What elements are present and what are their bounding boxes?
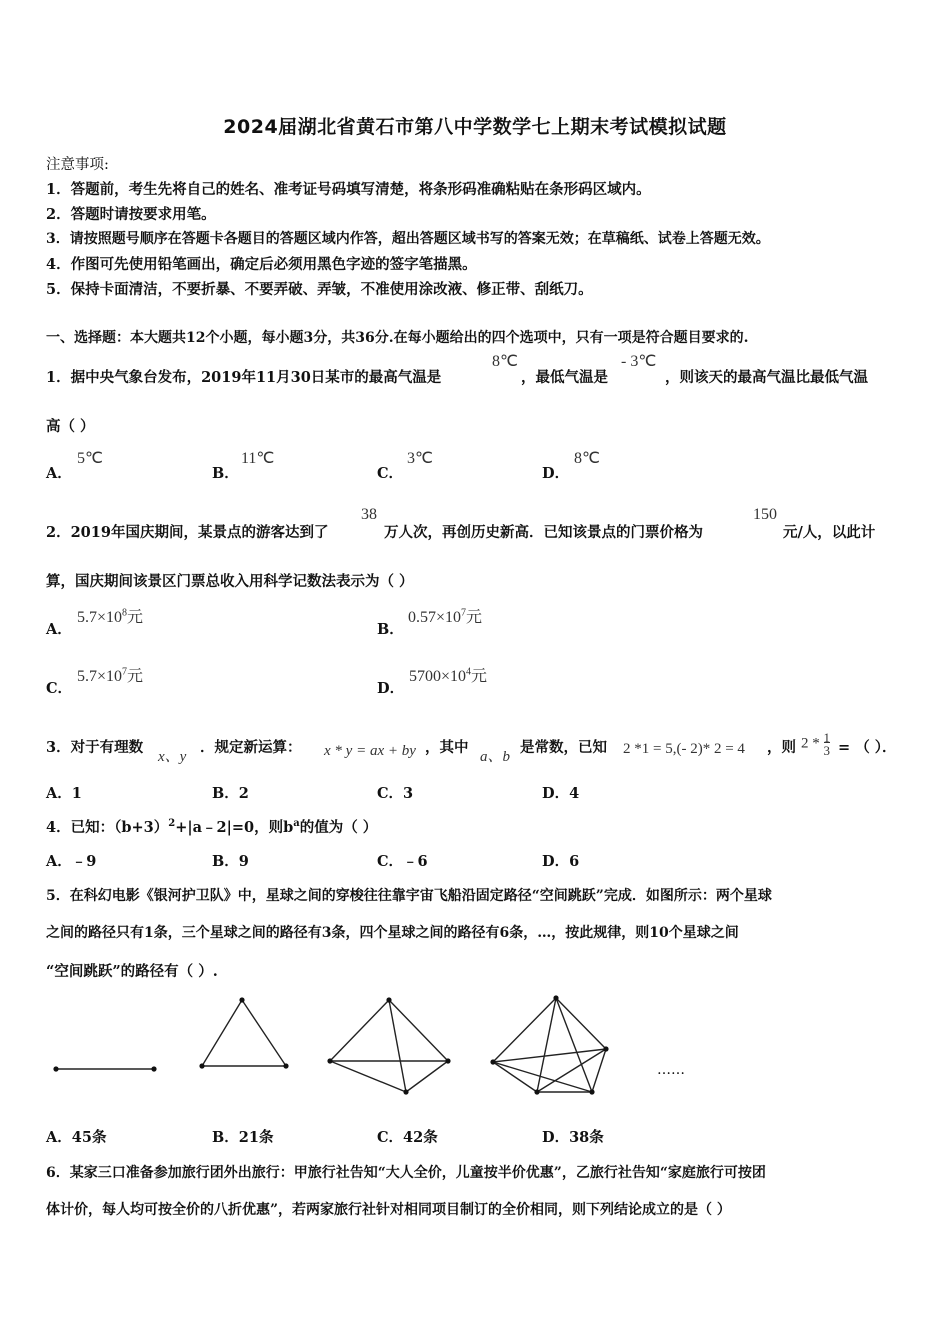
- q6-line-1: 6．某家三口准备参加旅行团外出旅行：甲旅行社告知“大人全价，儿童按半价优惠”，乙旅行社告知“家庭旅行可按团: [46, 1165, 766, 1181]
- q3-text-part3: ，其中: [425, 739, 469, 756]
- q3-text-part4: 是常数，已知: [520, 739, 607, 756]
- page-title: 2024届湖北省黄石市第八中学数学七上期末考试模拟试题: [223, 116, 727, 138]
- q3-option-d: D．4: [542, 785, 580, 802]
- q5-line-3: “空间跳跃”的路径有（ ）.: [46, 963, 218, 980]
- q3-text-part2: ．规定新运算：: [200, 739, 302, 756]
- q3-text-part1: 3．对于有理数: [46, 739, 144, 756]
- q2-option-a-value: $5.7\times 10^8$元: [77, 607, 144, 626]
- graph4-edge: [389, 1000, 448, 1061]
- q2-visitors: 38: [361, 506, 377, 523]
- graph-point: [199, 1063, 204, 1068]
- graph5-edge: [592, 1049, 606, 1092]
- q2-text-part1: 2．2019年国庆期间，某景点的游客达到了: [46, 524, 329, 541]
- q3-question-expr: $2 * \frac{1}{3}$: [801, 730, 830, 758]
- notice-item-3: 3．请按照题号顺序在答题卡各题目的答题区域内作答，超出答题区域书写的答案无效；在草稿纸、试卷上答题无效。: [46, 231, 770, 247]
- graph-point: [53, 1066, 58, 1071]
- q3-answer-blank: = （ ）．: [838, 739, 897, 756]
- q1-option-c-label: C．: [377, 465, 404, 482]
- q1-option-a-label: A．: [46, 465, 72, 482]
- notice-item-4: 4．作图可先使用铅笔画出，确定后必须用黑色字迹的签字笔描黑。: [46, 256, 477, 273]
- q4-option-d: D．6: [542, 853, 580, 870]
- q2-price: 150: [753, 506, 777, 523]
- graph-point: [327, 1058, 332, 1063]
- q4-text: 4．已知：$(b+3)^2+|a﹣2|=0$，则$b^a$的值为（ ）: [46, 818, 378, 836]
- graph5-edge: [493, 1062, 537, 1092]
- q3-text-part5: ，则: [767, 739, 796, 756]
- q5-ellipsis: ……: [657, 1062, 685, 1078]
- q1-high-temp: 8℃: [492, 353, 518, 370]
- section-heading: 一、选择题：本大题共12个小题，每小题3分，共36分.在每小题给出的四个选项中，只有一项是符合题目要求的.: [46, 330, 749, 346]
- q3-option-b: B．2: [212, 785, 249, 802]
- graph-point: [403, 1089, 408, 1094]
- q3-vars-xy: x、y: [158, 749, 187, 765]
- graph4-edge: [406, 1061, 448, 1092]
- notice-item-5: 5．保持卡面清洁，不要折暴、不要弄破、弄皱，不准使用涂改液、修正带、刮纸刀。: [46, 281, 593, 298]
- q1-low-temp: - 3℃: [621, 353, 657, 370]
- graph-point: [445, 1058, 450, 1063]
- graph-point: [283, 1063, 288, 1068]
- q1-option-d-value: 8℃: [574, 450, 600, 467]
- notice-item-1: 1．答题前，考生先将自己的姓名、准考证号码填写清楚，将条形码准确粘贴在条形码区域内。: [46, 181, 651, 198]
- q3-option-a: A．1: [46, 785, 82, 802]
- q1-option-b-value: 11℃: [241, 450, 275, 467]
- q1-text-part1: 1．据中央气象台发布，2019年11月30日某市的最高气温是: [46, 369, 442, 386]
- q5-option-b: B．21条: [212, 1129, 274, 1146]
- q4-option-c: C．﹣6: [377, 853, 428, 870]
- graph4-edge: [389, 1000, 406, 1092]
- graph5-edge: [493, 998, 556, 1062]
- q3-known-values: 2 *1 = 5,(- 2)* 2 = 4: [623, 741, 745, 757]
- q5-option-d: D．38条: [542, 1129, 604, 1146]
- q2-option-d-label: D．: [377, 680, 405, 697]
- q3-operation: x * y = ax + by: [324, 743, 416, 759]
- q4-option-b: B．9: [212, 853, 249, 870]
- q5-option-c: C．42条: [377, 1129, 438, 1146]
- graph-point: [553, 995, 558, 1000]
- q6-line-2: 体计价，每人均可按全价的八折优惠”，若两家旅行社针对相同项目制订的全价相同，则下列结论成立的是（ ）: [46, 1202, 731, 1218]
- q2-option-a-label: A．: [46, 621, 72, 638]
- q2-option-b-label: B．: [377, 621, 404, 638]
- q2-text-part4: 算，国庆期间该景区门票总收入用科学记数法表示为（ ）: [46, 573, 414, 590]
- graph-point: [534, 1089, 539, 1094]
- notice-heading: 注意事项:: [46, 157, 109, 173]
- q1-option-c-value: 3℃: [407, 450, 433, 467]
- q2-text-part2: 万人次，再创历史新高．已知该景点的门票价格为: [384, 524, 703, 541]
- q4-option-a: A．﹣9: [46, 853, 97, 870]
- q1-text-part2: ，最低气温是: [521, 369, 608, 386]
- q1-option-d-label: D．: [542, 465, 570, 482]
- graph-point: [589, 1089, 594, 1094]
- graph-point: [490, 1059, 495, 1064]
- graph4-edge: [330, 1061, 406, 1092]
- graph-point: [239, 997, 244, 1002]
- q2-option-c-label: C．: [46, 680, 73, 697]
- graph5-edge: [556, 998, 606, 1049]
- q3-vars-ab: a、b: [480, 749, 511, 765]
- q5-option-a: A．45条: [46, 1129, 107, 1146]
- graph-point: [151, 1066, 156, 1071]
- q1-option-b-label: B．: [212, 465, 239, 482]
- notice-item-2: 2．答题时请按要求用笔。: [46, 206, 216, 223]
- q5-line-2: 之间的路径只有1条，三个星球之间的路径有3条，四个星球之间的路径有6条，…，按此规律，则10个星球之间: [46, 925, 739, 941]
- graph4-edge: [330, 1000, 389, 1061]
- q1-option-a-value: 5℃: [77, 450, 103, 467]
- q3-fraction: $\frac{1}{3}$: [823, 730, 830, 758]
- graph3-edges: [202, 1000, 286, 1066]
- q1-text-part3: ，则该天的最高气温比最低气温: [665, 369, 868, 386]
- q1-text-part4: 高（ ）: [46, 418, 95, 435]
- q2-option-d-value: $5700\times 10^4$元: [409, 666, 488, 685]
- q5-graph-figure: [0, 985, 950, 1115]
- q3-option-c: C．3: [377, 785, 414, 802]
- q2-option-b-value: $0.57\times 10^7$元: [408, 607, 483, 626]
- graph-point: [386, 997, 391, 1002]
- graph5-edge: [556, 998, 592, 1092]
- q5-line-1: 5．在科幻电影《银河护卫队》中，星球之间的穿梭往往靠宇宙飞船沿固定路径“空间跳跃”完成．如图所示：两个星球: [46, 888, 772, 904]
- q2-text-part3: 元/人，以此计: [783, 524, 876, 541]
- q2-option-c-value: $5.7\times 10^7$元: [77, 666, 144, 685]
- graph-point: [603, 1046, 608, 1051]
